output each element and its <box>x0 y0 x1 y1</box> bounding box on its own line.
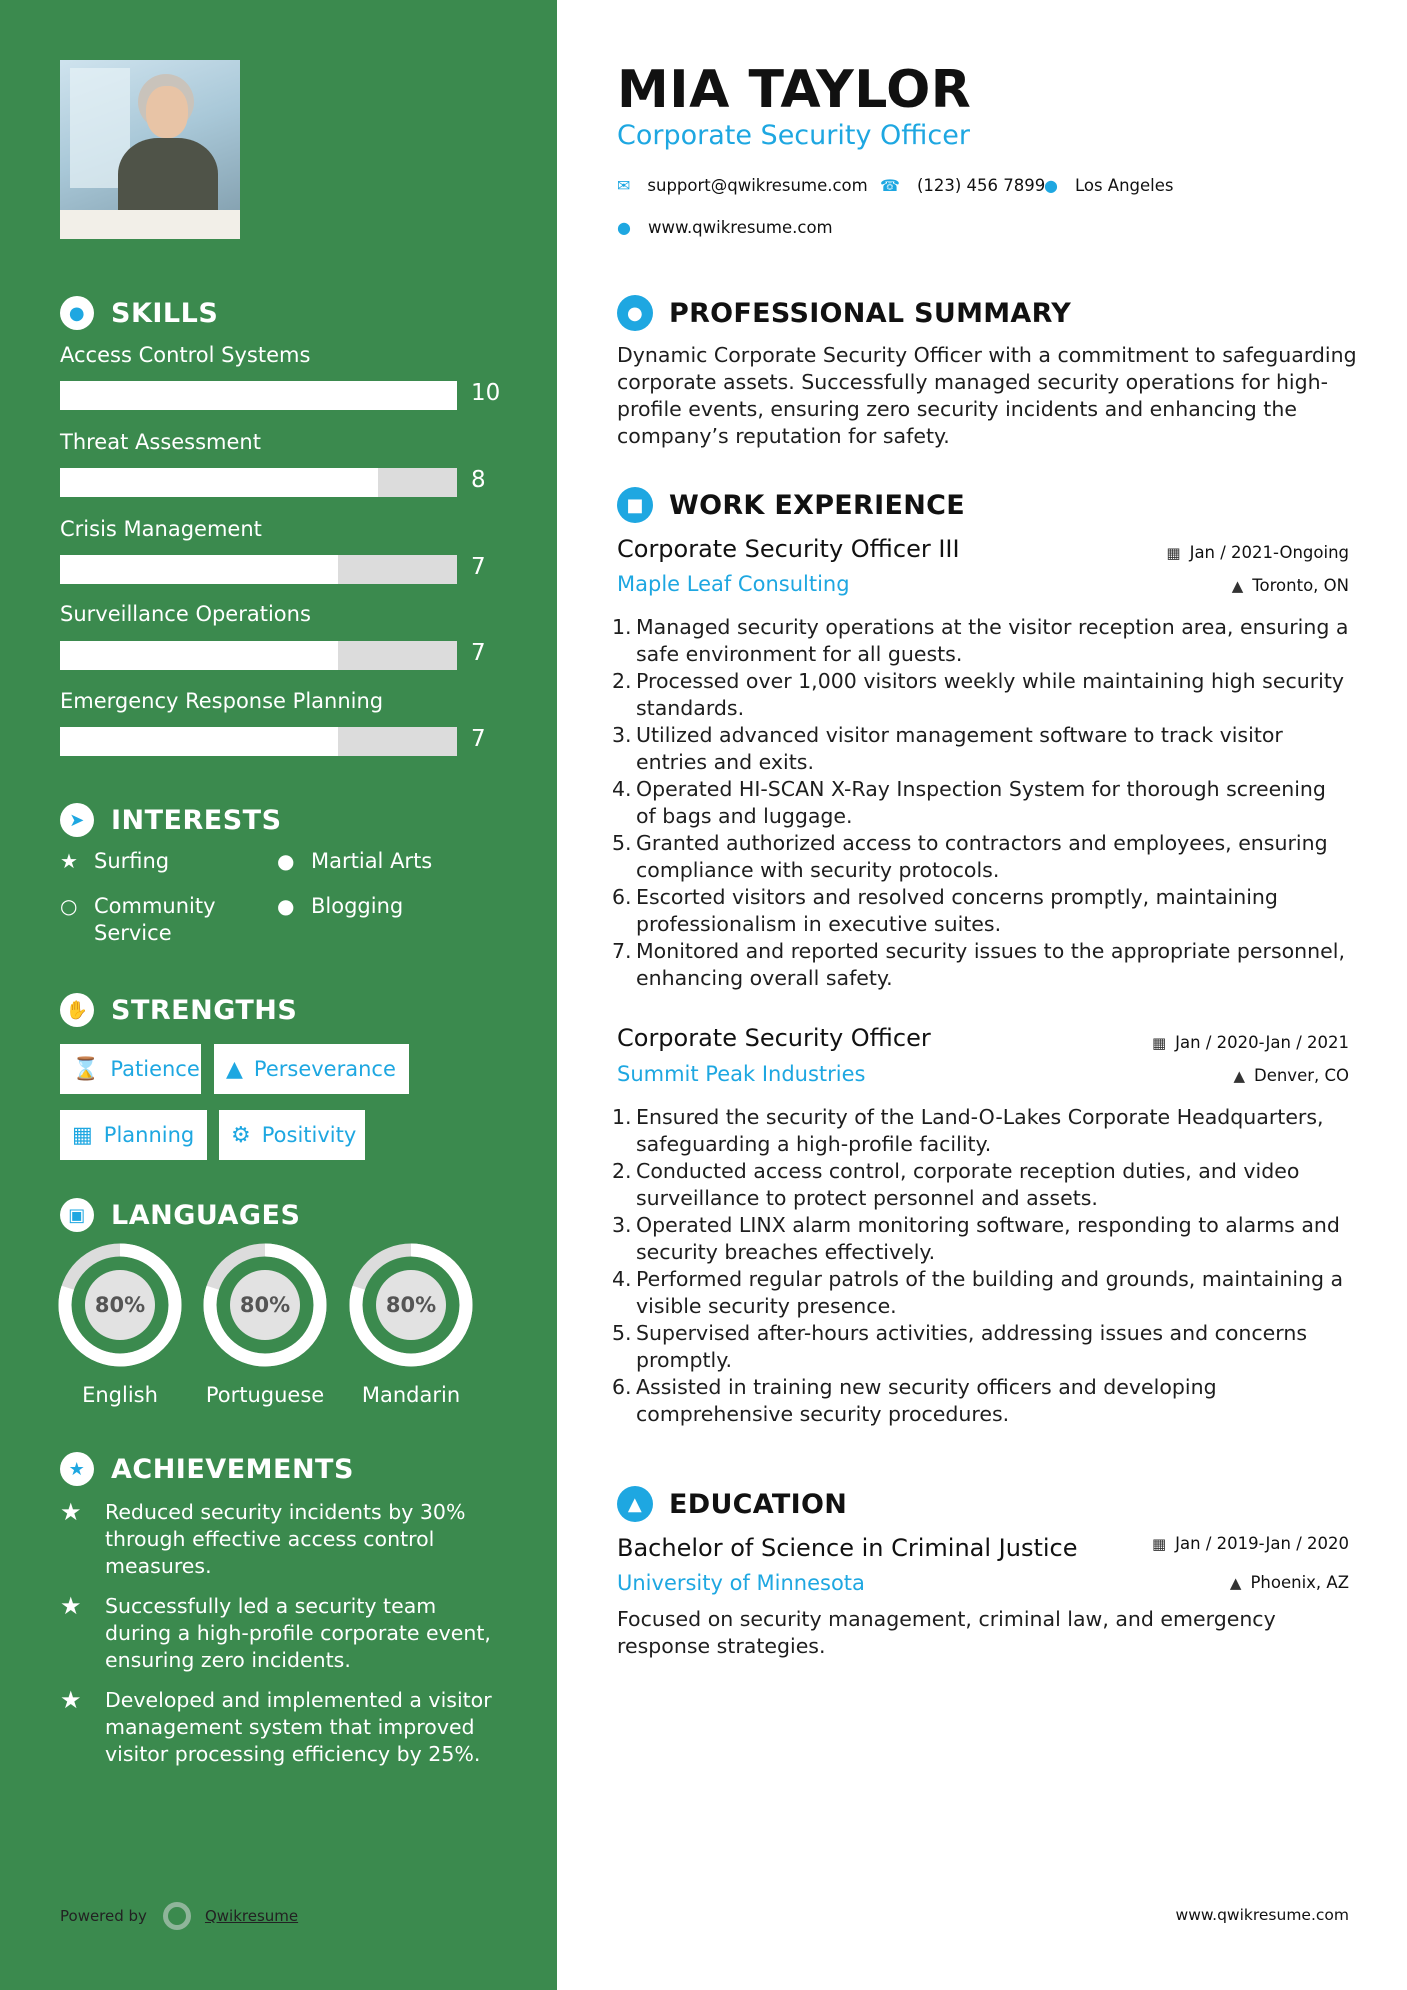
list-item: 1. Ensured the security of the Land-O-Lakes Corporate Headquarters, safeguarding a high-profile facility. <box>612 1105 1324 1156</box>
achievement-item: ★ Successfully led a security team during a high-profile corporate event, ensuring zero incidents. <box>60 1592 491 1672</box>
job-location: ▲ Denver, CO <box>1233 1066 1349 1085</box>
language-item <box>58 1243 182 1407</box>
contact-email[interactable]: ✉ support@qwikresume.com <box>617 176 868 195</box>
language-item <box>349 1243 473 1407</box>
strength-chip: ▲ Perseverance <box>214 1044 409 1094</box>
pushpin-icon: ▲ <box>1231 576 1244 595</box>
footer-website[interactable]: www.qwikresume.com <box>1175 1906 1349 1924</box>
skill-label: Crisis Management <box>60 517 262 541</box>
language-icon: ▣ <box>60 1198 94 1232</box>
skill-level: 7 <box>471 726 486 752</box>
candidate-name: MIA TAYLOR <box>617 60 972 120</box>
job-role: Corporate Security Officer III <box>617 535 960 563</box>
skill-label: Emergency Response Planning <box>60 689 384 713</box>
strength-chip: ⌛ Patience <box>60 1044 201 1094</box>
briefcase-icon: ■ <box>617 487 653 523</box>
skill-bar <box>60 381 457 410</box>
star-icon: ★ <box>60 849 78 873</box>
fist-icon: ✋ <box>60 993 94 1027</box>
pushpin-icon: ▲ <box>1229 1573 1242 1592</box>
education-heading: ▲ EDUCATION <box>617 1485 847 1523</box>
achievements-heading: ★ ACHIEVEMENTS <box>60 1451 354 1487</box>
list-item: 5. Granted authorized access to contractors and employees, ensuring compliance with security protocols. <box>612 831 1328 882</box>
strength-chip: ⚙ Positivity <box>219 1110 365 1160</box>
list-item: 3. Operated LINX alarm monitoring software, responding to alarms and security breaches effectively. <box>612 1213 1340 1264</box>
interest-item: ★ Surfing <box>60 849 170 873</box>
job-dates: ▦ Jan / 2021-Ongoing <box>1166 543 1349 562</box>
skill-label: Surveillance Operations <box>60 602 311 626</box>
calendar-icon: ▦ <box>1151 1033 1167 1052</box>
skill-bar <box>60 555 457 584</box>
job-bullets <box>612 614 1352 992</box>
list-item: 4. Performed regular patrols of the building and grounds, maintaining a visible security presence. <box>612 1267 1344 1318</box>
hand-icon: ○ <box>60 894 78 918</box>
job-company: Summit Peak Industries <box>617 1062 866 1086</box>
skills-heading: ● SKILLS <box>60 295 218 331</box>
list-item: 1. Managed security operations at the visitor reception area, ensuring a safe environment for all guests. <box>612 615 1349 666</box>
shooting-star-icon: ★ <box>60 1686 82 1714</box>
language-percent: 80% <box>94 1293 146 1317</box>
education-location: ▲ Phoenix, AZ <box>1229 1573 1349 1592</box>
contact-website[interactable]: ● www.qwikresume.com <box>617 218 833 237</box>
qwikresume-link[interactable]: Qwikresume <box>204 1907 299 1925</box>
envelope-icon: ✉ <box>617 176 631 195</box>
interest-item: ○ Community Service <box>60 894 216 945</box>
language-percent: 80% <box>239 1293 291 1317</box>
list-item: 7. Monitored and reported security issues to the appropriate personnel, enhancing overall safety. <box>612 939 1345 990</box>
profile-photo <box>60 60 240 239</box>
languages-heading: ▣ LANGUAGES <box>60 1197 300 1233</box>
summary-heading: ● PROFESSIONAL SUMMARY <box>617 294 1071 332</box>
language-percent: 80% <box>385 1293 437 1317</box>
skill-label: Access Control Systems <box>60 343 311 367</box>
job-bullets <box>612 1104 1352 1428</box>
job-location: ▲ Toronto, ON <box>1231 576 1349 595</box>
graduation-icon: ▲ <box>617 1486 653 1522</box>
skill-level: 8 <box>471 467 486 493</box>
phone-icon: ☎ <box>880 176 900 195</box>
shooting-star-icon: ★ <box>60 1498 82 1526</box>
job-dates: ▦ Jan / 2020-Jan / 2021 <box>1151 1033 1349 1052</box>
education-dates: ▦ Jan / 2019-Jan / 2020 <box>1151 1534 1349 1553</box>
gear-icon: ⚙ <box>231 1122 251 1148</box>
skill-bar <box>60 727 457 756</box>
calendar-icon: ▦ <box>1151 1534 1167 1553</box>
achievement-item: ★ Reduced security incidents by 30% through effective access control measures. <box>60 1498 466 1578</box>
strengths-heading: ✋ STRENGTHS <box>60 992 297 1028</box>
pushpin-icon: ▲ <box>1233 1066 1245 1085</box>
job-role: Corporate Security Officer <box>617 1024 931 1052</box>
achievement-item: ★ Developed and implemented a visitor management system that improved visitor processing efficiency by 25%. <box>60 1686 492 1766</box>
list-item: 3. Utilized advanced visitor management software to track visitor entries and exits. <box>612 723 1283 774</box>
binoculars-icon: ▲ <box>226 1056 243 1082</box>
skill-bar <box>60 641 457 670</box>
language-name: English <box>82 1383 158 1407</box>
interest-item: ● Blogging <box>277 894 404 918</box>
list-item: 2. Processed over 1,000 visitors weekly while maintaining high security standards. <box>612 669 1345 720</box>
summary-text: Dynamic Corporate Security Officer with a commitment to safeguarding corporate assets. Successfully managed security operations for high-profile events, ensuring zero security incidents and enhancing the company’s reputation for safety. <box>617 343 1357 448</box>
list-item: 4. Operated HI-SCAN X-Ray Inspection System for thorough screening of bags and luggage. <box>612 777 1326 828</box>
hourglass-icon: ⌛ <box>72 1056 100 1082</box>
user-icon: ● <box>617 295 653 331</box>
paper-plane-icon: ➤ <box>60 803 94 837</box>
powered-by: Powered by Qwikresume <box>60 1902 298 1930</box>
globe-icon: ● <box>617 218 631 237</box>
globe-icon: ● <box>277 849 295 873</box>
map-marker-icon: ● <box>1044 176 1058 195</box>
job-company: Maple Leaf Consulting <box>617 572 850 596</box>
interests-heading: ➤ INTERESTS <box>60 802 282 838</box>
candidate-title: Corporate Security Officer <box>617 120 970 151</box>
shooting-star-icon: ★ <box>60 1592 82 1620</box>
lightbulb-icon: ● <box>60 296 94 330</box>
list-item: 6. Assisted in training new security officers and developing comprehensive security procedures. <box>612 1375 1217 1426</box>
qwikresume-logo-icon <box>163 1902 191 1930</box>
calendar-icon: ▦ <box>1166 543 1181 562</box>
skill-level: 7 <box>471 554 486 580</box>
star-badge-icon: ★ <box>60 1452 94 1486</box>
skill-level: 7 <box>471 640 486 666</box>
users-icon: ● <box>277 894 295 918</box>
sidebar <box>0 0 557 1990</box>
strength-chip: ▦ Planning <box>60 1110 207 1160</box>
contact-phone[interactable]: ☎ (123) 456 7899 <box>880 176 1046 195</box>
interest-item: ● Martial Arts <box>277 849 433 873</box>
calendar-icon: ▦ <box>72 1122 93 1148</box>
education-text: Focused on security management, criminal law, and emergency response strategies. <box>617 1607 1276 1658</box>
skill-level: 10 <box>471 380 501 406</box>
language-name: Portuguese <box>205 1383 325 1407</box>
skill-label: Threat Assessment <box>60 430 261 454</box>
skill-bar <box>60 468 457 497</box>
language-name: Mandarin <box>361 1383 461 1407</box>
contact-location: ● Los Angeles <box>1044 176 1174 195</box>
list-item: 2. Conducted access control, corporate reception duties, and video surveillance to protect personnel and assets. <box>612 1159 1300 1210</box>
education-degree: Bachelor of Science in Criminal Justice <box>617 1534 1078 1562</box>
list-item: 5. Supervised after-hours activities, addressing issues and concerns promptly. <box>612 1321 1308 1372</box>
education-school: University of Minnesota <box>617 1571 865 1595</box>
language-item <box>203 1243 327 1407</box>
experience-heading: ■ WORK EXPERIENCE <box>617 486 965 524</box>
list-item: 6. Escorted visitors and resolved concerns promptly, maintaining professionalism in executive suites. <box>612 885 1278 936</box>
